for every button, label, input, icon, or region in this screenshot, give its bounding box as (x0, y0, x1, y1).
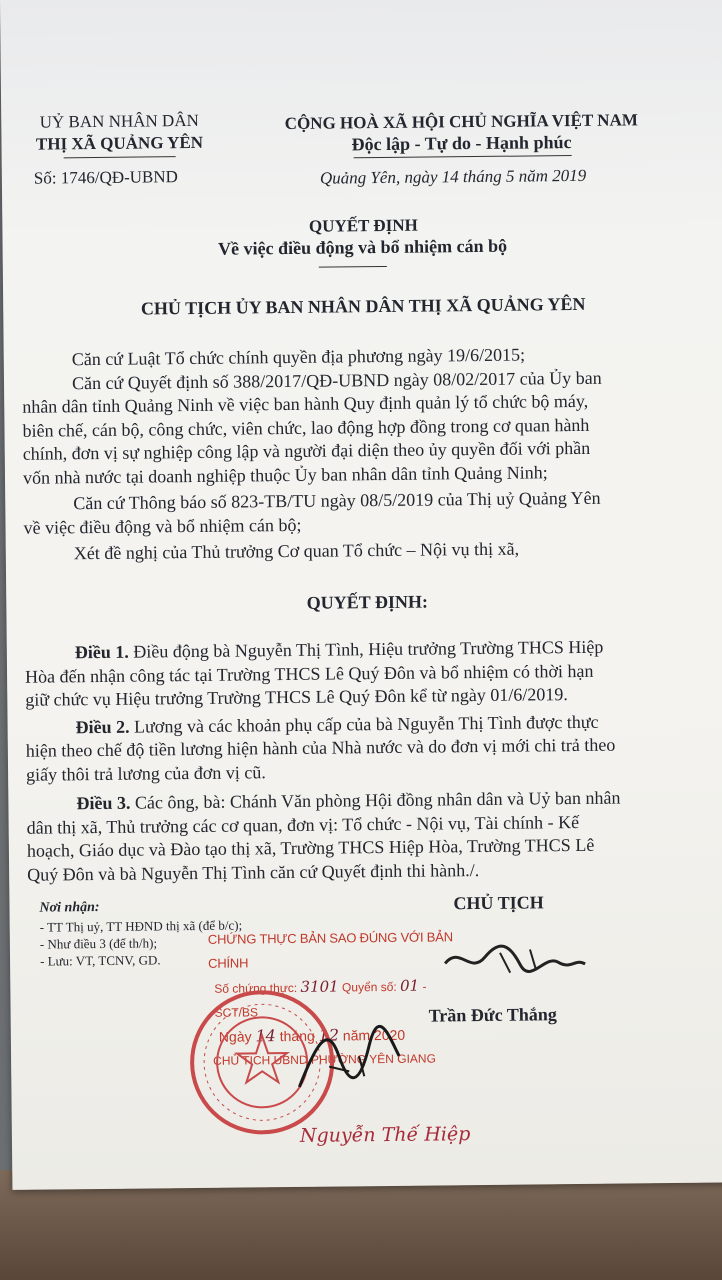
document-subject: Về việc điều động và bổ nhiệm cán bộ (217, 235, 508, 259)
preamble-decision-388: Căn cứ Quyết định số 388/2017/QĐ-UBND ngày 08/02/2017 của Ủy ban nhân dân tỉnh Quảng Ninh về việc ban hành Quy định quản lý tổ chức bộ máy, biên chế, cán bộ, công chức, viên chức, lao động hợp đồng trong cơ quan hành chính, đơn vị sự nghiệp công lập và người đại diện theo ủy quyền đối với phần vốn nhà nước tại doanh nghiệp thuộc Ủy ban nhân dân tỉnh Quảng Ninh; (22, 367, 602, 488)
article-1-label: Điều 1. (74, 641, 129, 663)
signer-name: Trần Đức Thắng (428, 1004, 557, 1026)
article-2-label: Điều 2. (75, 716, 130, 737)
recipient-item: - TT Thị uỷ, TT HĐND thị xã (để b/c); (39, 917, 243, 935)
chairman-signature (440, 934, 591, 986)
stamp-heading: CHỨNG THỰC BẢN SAO ĐÚNG VỚI BẢN CHÍNH (207, 929, 453, 971)
issuer-line1: UỶ BAN NHÂN DÂN (39, 110, 199, 132)
recipient-item: - Lưu: VT, TCNV, GD. (39, 952, 161, 969)
issuer-line2: THỊ XÃ QUẢNG YÊN (35, 132, 204, 154)
certifier-signature (289, 1016, 410, 1097)
document-title: QUYẾT ĐỊNH (308, 215, 418, 236)
stamp-month: 12 (318, 1025, 340, 1045)
preamble-proposal: Xét đề nghị của Thủ trưởng Cơ quan Tổ chức – Nội vụ thị xã, (73, 538, 520, 564)
country-name: CỘNG HOÀ XÃ HỘI CHỦ NGHĨA VIỆT NAM (284, 110, 638, 134)
decision-heading: QUYẾT ĐỊNH: (306, 591, 429, 613)
preamble-law: Căn cứ Luật Tổ chức chính quyền địa phương ngày 19/6/2015; (71, 344, 526, 370)
document-date: Quảng Yên, ngày 14 tháng 5 năm 2019 (319, 165, 587, 188)
preamble-notice-823: Căn cứ Thông báo số 823-TB/TU ngày 08/5/2019 của Thị uỷ Quảng Yên về việc điều động và bổ nhiệm cán bộ; (23, 487, 601, 538)
article-1: Điều 1. Điều động bà Nguyễn Thị Tình, Hiệu trưởng Trường THCS Hiệp Hòa đến nhận công tác tại Trường THCS Lê Quý Đôn và bổ nhiệm có thời hạn giữ chức vụ Hiệu trưởng Trường THCS Lê Quý Đôn kể từ ngày 01/6/2019. (24, 636, 604, 710)
motto-underline (354, 155, 572, 158)
stamp-authority: CHỦ TỊCH UBND PHƯỜNG YÊN GIANG (213, 1051, 436, 1068)
article-3: Điều 3. Các ông, bà: Chánh Văn phòng Hội đồng nhân dân và Uỷ ban nhân dân thị xã, Thủ trưởng các cơ quan, đơn vị: Tổ chức - Nội vụ, Tài chính - Kế hoạch, Giáo dục và Đào tạo thị xã, Trường THCS Hiệp Hòa, Trường THCS Lê Quý Đôn và bà Nguyễn Thị Tình căn cứ Quyết định thi hành./. (26, 787, 621, 885)
signer-title: CHỦ TỊCH (453, 892, 544, 914)
recipients-heading: Nơi nhận: (39, 900, 100, 916)
recipient-item: - Như điều 3 (để th/h); (39, 935, 158, 952)
certifier-name: Nguyễn Thế Hiệp (299, 1123, 471, 1147)
stamp-number-line: Số chứng thực: 3101 Quyển số: 01 -SCT/BS (214, 976, 427, 1020)
stamp-number: 3101 (300, 977, 339, 996)
issuer-block (19, 110, 219, 156)
issuing-authority: CHỦ TỊCH ỦY BAN NHÂN DÂN THỊ XÃ QUẢNG YÊN (140, 293, 586, 319)
national-motto: Độc lập - Tự do - Hạnh phúc (351, 132, 572, 155)
title-underline (319, 266, 387, 268)
preamble (22, 342, 674, 566)
article-2: Điều 2. Lương và các khoản phụ cấp của bà Nguyễn Thị Tình được thực hiện theo chế độ tiền lương hiện hành của Nhà nước và do đơn vị mới chi trả theo giấy thôi trả lương của đơn vị cũ. (25, 711, 616, 785)
stamp-book: 01 (399, 976, 420, 995)
document-number: Số: 1746/QĐ-UBND (33, 167, 179, 188)
articles (25, 635, 678, 887)
article-3-label: Điều 3. (76, 792, 131, 814)
issuer-underline (64, 156, 176, 158)
stamp-date-line: Ngày 14 tháng 12 năm 2020 (218, 1025, 406, 1046)
stamp-day: 14 (255, 1026, 276, 1046)
